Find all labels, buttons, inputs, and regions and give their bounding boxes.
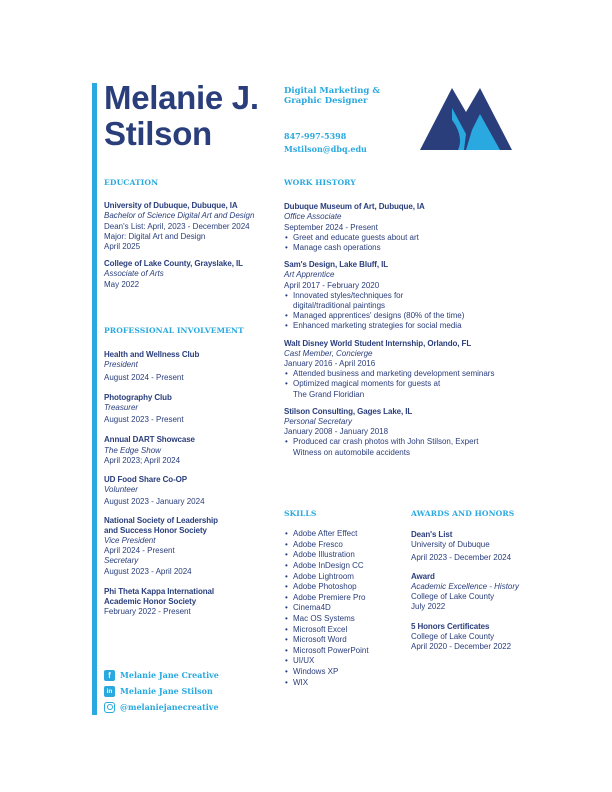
accent-bar — [92, 83, 97, 715]
entry-date: April 2023; April 2024 — [104, 455, 181, 465]
award-entry — [411, 530, 541, 563]
entry-role: Volunteer — [104, 485, 138, 495]
entry-line: Major: Digital Art and Design — [104, 231, 206, 241]
skill-item: • Cinema4D — [284, 603, 404, 614]
involvement-entry — [104, 587, 274, 618]
involvement-entry — [104, 435, 274, 466]
entry-title: Health and Wellness Club — [104, 350, 200, 360]
work-entry — [284, 339, 524, 400]
entry-date: September 2024 - Present — [284, 222, 378, 232]
bullet-item: • Greet and educate guests about art — [284, 233, 524, 243]
education-section — [104, 178, 274, 290]
logo-m-shape — [420, 88, 512, 150]
entry-line: April 2025 — [104, 242, 141, 252]
education-heading: EDUCATION — [104, 178, 159, 187]
entry-line: July 2022 — [411, 602, 446, 612]
entry-role: Cast Member, Concierge — [284, 348, 373, 358]
tagline — [284, 86, 380, 106]
entry-role: Secretary — [104, 556, 139, 566]
entry-title: UD Food Share Co-OP — [104, 475, 187, 485]
entry-title: National Society of Leadership — [104, 515, 218, 525]
entry-title: Annual DART Showcase — [104, 435, 195, 445]
entry-role: Bachelor of Science Digital Art and Design — [104, 211, 255, 221]
entry-date: August 2023 - April 2024 — [104, 566, 192, 576]
award-entry — [411, 622, 541, 653]
skill-item: • Adobe Photoshop — [284, 582, 404, 593]
phone[interactable]: 847-997-5398 — [284, 131, 347, 141]
entry-title: Academic Honor Society — [104, 597, 197, 607]
entry-line: April 2023 - December 2024 — [411, 552, 512, 562]
skill-item: • Microsoft PowerPoint — [284, 646, 404, 657]
entry-date: February 2022 - Present — [104, 607, 191, 617]
entry-line: May 2022 — [104, 279, 140, 289]
facebook-label: Melanie Jane Creative — [120, 670, 219, 680]
entry-role: Academic Excellence - History — [411, 582, 520, 592]
entry-role: Art Apprentice — [284, 270, 335, 280]
instagram-link[interactable] — [104, 699, 219, 715]
linkedin-link[interactable] — [104, 683, 219, 699]
entry-role: Vice President — [104, 536, 156, 546]
email-link[interactable]: Mstilson@dbq.edu — [284, 144, 367, 154]
skill-item: • Adobe Fresco — [284, 540, 404, 551]
facebook-link[interactable] — [104, 667, 219, 683]
skills-heading: SKILLS — [284, 509, 317, 518]
entry-title: Dubuque Museum of Art, Dubuque, IA — [284, 202, 425, 212]
entry-role: Office Associate — [284, 212, 342, 222]
education-entry — [104, 201, 274, 252]
entry-line: Dean's List: April, 2023 - December 2024 — [104, 221, 250, 231]
involvement-heading: PROFESSIONAL INVOLVEMENT — [104, 326, 244, 335]
skill-item: • Microsoft Excel — [284, 625, 404, 636]
entry-title: Stilson Consulting, Gages Lake, IL — [284, 406, 413, 416]
entry-title: College of Lake County, Grayslake, IL — [104, 259, 243, 269]
tagline-line-1: Digital Marketing & — [284, 86, 380, 96]
entry-title: Award — [411, 571, 435, 581]
mj-monogram-logo — [418, 86, 514, 152]
page-title — [104, 80, 259, 152]
entry-line: College of Lake County — [411, 592, 495, 602]
entry-role: The Edge Show — [104, 445, 161, 455]
skill-item: • Windows XP — [284, 667, 404, 678]
entry-date: August 2023 - January 2024 — [104, 497, 205, 507]
awards-section — [411, 509, 541, 652]
contact-block — [284, 130, 367, 156]
award-entry — [411, 572, 541, 613]
skill-item: • UI/UX — [284, 656, 404, 667]
bullet-item: • Manage cash operations — [284, 243, 524, 253]
entry-title: and Success Honor Society — [104, 525, 207, 535]
bullet-item-continued: Witness on automobile accidents — [293, 447, 410, 457]
skill-item: • Microsoft Word — [284, 635, 404, 646]
bullet-item: • Innovated styles/techniques for — [284, 291, 524, 301]
entry-title: University of Dubuque, Dubuque, IA — [104, 201, 238, 211]
involvement-entry — [104, 475, 274, 508]
work-entry — [284, 202, 524, 253]
work-heading: WORK HISTORY — [284, 178, 356, 187]
facebook-icon: f — [104, 670, 115, 681]
skill-item: • Adobe InDesign CC — [284, 561, 404, 572]
skill-item: • Adobe Lightroom — [284, 572, 404, 583]
bullet-list — [284, 291, 524, 332]
involvement-entry — [104, 350, 274, 383]
entry-line: April 2020 - December 2022 — [411, 642, 512, 652]
work-entry — [284, 260, 524, 331]
involvement-section — [104, 326, 274, 617]
skill-item: • Adobe Illustration — [284, 550, 404, 561]
skill-item: • WIX — [284, 678, 404, 689]
entry-role: Associate of Arts — [104, 269, 164, 279]
tagline-line-2: Graphic Designer — [284, 96, 368, 106]
skill-item: • Adobe Premiere Pro — [284, 593, 404, 604]
bullet-list — [284, 233, 524, 253]
entry-date: August 2024 - Present — [104, 372, 184, 382]
entry-date: January 2016 - April 2016 — [284, 359, 376, 369]
skills-section — [284, 509, 404, 688]
entry-role: President — [104, 360, 138, 370]
name-line-2: Stilson — [104, 115, 212, 152]
instagram-icon — [104, 702, 115, 713]
bullet-item: • Produced car crash photos with John Stilson, Expert — [284, 437, 524, 447]
skill-item: • Adobe After Effect — [284, 529, 404, 540]
entry-title: Dean's List — [411, 530, 453, 540]
entry-role: Treasurer — [104, 403, 139, 413]
entry-date: January 2008 - January 2018 — [284, 427, 389, 437]
instagram-label: @melaniejanecreative — [120, 702, 219, 712]
bullet-list — [284, 437, 524, 457]
bullet-list — [284, 369, 524, 400]
bullet-item-continued: digital/traditional paintings — [293, 301, 386, 311]
linkedin-label: Melanie Jane Stilson — [120, 686, 213, 696]
entry-title: Walt Disney World Student Internship, Orlando, FL — [284, 338, 472, 348]
linkedin-icon: in — [104, 686, 115, 697]
skills-list — [284, 529, 404, 688]
bullet-item: • Optimized magical moments for guests at — [284, 379, 524, 389]
entry-line: College of Lake County — [411, 631, 495, 641]
name-line-1: Melanie J. — [104, 79, 259, 116]
awards-heading: AWARDS AND HONORS — [411, 509, 515, 518]
entry-title: Sam's Design, Lake Bluff, IL — [284, 260, 389, 270]
work-section — [284, 178, 524, 458]
entry-title: 5 Honors Certificates — [411, 621, 490, 631]
involvement-entry — [104, 516, 274, 577]
bullet-item: • Enhanced marketing strategies for social media — [284, 321, 524, 331]
entry-title: Photography Club — [104, 392, 172, 402]
bullet-item: • Managed apprentices' designs (80% of the time) — [284, 311, 524, 321]
entry-date: April 2017 - February 2020 — [284, 280, 380, 290]
entry-role: Personal Secretary — [284, 417, 353, 427]
entry-line: University of Dubuque — [411, 540, 490, 550]
bullet-item: • Attended business and marketing development seminars — [284, 369, 524, 379]
involvement-entry — [104, 393, 274, 426]
entry-title: Phi Theta Kappa International — [104, 586, 215, 596]
entry-date: August 2023 - Present — [104, 415, 184, 425]
bullet-item-continued: The Grand Floridian — [293, 389, 365, 399]
work-entry — [284, 407, 524, 458]
skill-item: • Mac OS Systems — [284, 614, 404, 625]
education-entry — [104, 259, 274, 290]
entry-date: April 2024 - Present — [104, 546, 175, 556]
social-links — [104, 667, 219, 715]
